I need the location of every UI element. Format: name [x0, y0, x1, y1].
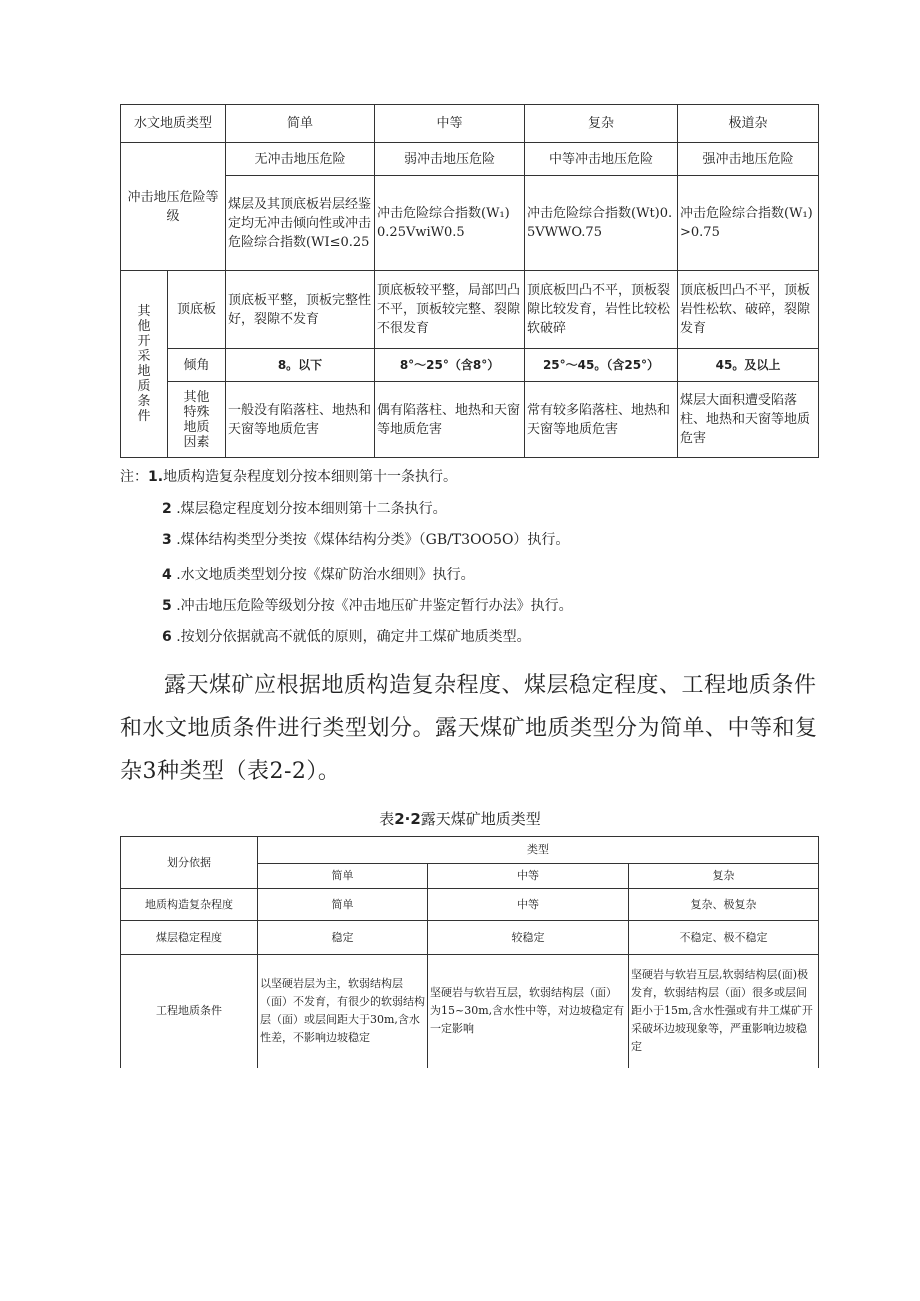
dip-value: 45。及以上 [678, 349, 819, 382]
note-item: 注：1.地质构造复杂程度划分按本细则第十一条执行。 [120, 469, 458, 485]
note-item: 5 .冲击地压危险等级划分按《冲击地压矿井鉴定暂行办法》执行。 [162, 598, 573, 614]
impact-desc: 冲击危险综合指数(W₁)>0.75 [678, 176, 819, 271]
row-value: 中等 [428, 889, 629, 921]
roof-value: 顶底板较平整，局部凹凸不平，顶板较完整、裂隙不很发育 [375, 271, 525, 349]
other-conditions-label: 其他开采地质条件 [137, 304, 151, 424]
note-item: 2 .煤层稳定程度划分按本细则第十二条执行。 [162, 501, 447, 517]
col-medium: 中等 [428, 864, 629, 889]
coal-mine-type-table [120, 104, 819, 458]
type-label: 类型 [258, 837, 819, 864]
row-label: 地质构造复杂程度 [121, 889, 258, 921]
special-value: 偶有陷落柱、地热和天窗等地质危害 [375, 382, 525, 458]
special-cell [168, 382, 226, 458]
roof-value: 顶底板平整，顶板完整性好，裂隙不发育 [226, 271, 375, 349]
col-complex: 复杂 [629, 864, 819, 889]
row-value: 复杂、极复杂 [629, 889, 819, 921]
impact-level: 无冲击地压危险 [226, 143, 375, 176]
body-paragraph [120, 664, 825, 793]
col-extreme: 极道杂 [678, 105, 819, 143]
impact-label: 冲击地压危险等级 [121, 143, 226, 271]
impact-desc: 冲击危险综合指数(Wt)0.5VWWO.75 [525, 176, 678, 271]
col-complex: 复杂 [525, 105, 678, 143]
basis-label: 划分依据 [121, 837, 258, 889]
row-value: 不稳定、极不稳定 [629, 921, 819, 955]
roof-label: 顶底板 [168, 271, 226, 349]
note-item: 4 .水文地质类型划分按《煤矿防治水细则》执行。 [162, 567, 475, 583]
row-value: 坚硬岩与软岩互层，软弱结构层（面）为15~30m,含水性中等，对边坡稳定有一定影响 [428, 955, 629, 1068]
special-value: 常有较多陷落柱、地热和天窗等地质危害 [525, 382, 678, 458]
row-value: 稳定 [258, 921, 428, 955]
header-label: 水文地质类型 [121, 105, 226, 143]
impact-desc: 冲击危险综合指数(W₁)0.25VwiW0.5 [375, 176, 525, 271]
special-value: 煤层大面积遭受陷落柱、地热和天窗等地质危害 [678, 382, 819, 458]
paragraph-text: 露天煤矿应根据地质构造复杂程度、煤层稳定程度、工程地质条件和水文地质条件进行类型划分。露天煤矿地质类型分为简单、中等和复杂3种类型（表2-2）。 [120, 673, 818, 784]
impact-level: 中等冲击地压危险 [525, 143, 678, 176]
row-value: 较稳定 [428, 921, 629, 955]
dip-value: 8。以下 [226, 349, 375, 382]
impact-level: 强冲击地压危险 [678, 143, 819, 176]
dip-value: 25°〜45。（含25°） [525, 349, 678, 382]
note-item: 6 .按划分依据就高不就低的原则，确定井工煤矿地质类型。 [162, 629, 531, 645]
other-conditions-cell [121, 271, 168, 458]
roof-value: 顶底板凹凸不平，顶板岩性松软、破碎，裂隙发育 [678, 271, 819, 349]
table-caption: 表2·2露天煤矿地质类型 [379, 810, 541, 828]
row-value: 简单 [258, 889, 428, 921]
row-label: 煤层稳定程度 [121, 921, 258, 955]
impact-desc: 煤层及其顶底板岩层经鉴定均无冲击倾向性或冲击危险综合指数(WI≤0.25 [226, 176, 375, 271]
impact-level: 弱冲击地压危险 [375, 143, 525, 176]
row-value: 以坚硬岩层为主，软弱结构层（面）不发育，有很少的软弱结构层（面）或层间距大于30m,含水性差，不影响边坡稳定 [258, 955, 428, 1068]
dip-value: 8°〜25°（含8°） [375, 349, 525, 382]
row-label: 工程地质条件 [121, 955, 258, 1068]
roof-value: 顶底板凹凸不平，顶板裂隙比较发育，岩性比较松软破碎 [525, 271, 678, 349]
special-value: 一般没有陷落柱、地热和天窗等地质危害 [226, 382, 375, 458]
row-value: 坚硬岩与软岩互层,软弱结构层(面)极发育，软弱结构层（面）很多或层间距小于15m,含水性强或有井工煤矿开采破坏边坡现象等，严重影响边坡稳定 [629, 955, 819, 1068]
special-label: 其他特殊地质因素 [183, 389, 210, 450]
open-pit-type-table [120, 836, 819, 1068]
col-medium: 中等 [375, 105, 525, 143]
col-simple: 简单 [226, 105, 375, 143]
note-item: 3 .煤体结构类型分类按《煤体结构分类》（GB/T3OO5O）执行。 [162, 532, 570, 548]
col-simple: 简单 [258, 864, 428, 889]
dip-label: 倾角 [168, 349, 226, 382]
